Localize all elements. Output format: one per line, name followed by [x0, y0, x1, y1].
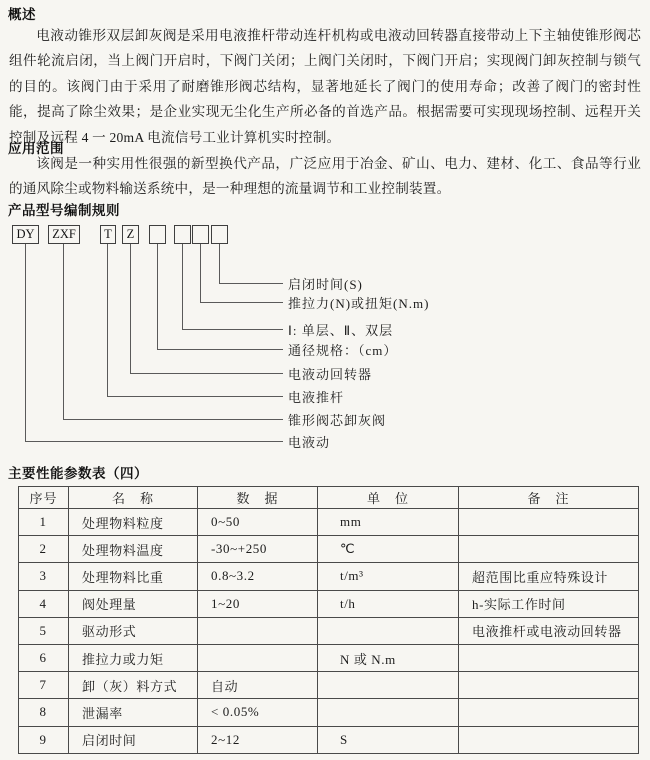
table-cell: 6 — [19, 644, 69, 671]
table-cell: 启闭时间 — [69, 726, 198, 753]
table-cell — [459, 726, 639, 753]
table-cell: 处理物料粒度 — [69, 509, 198, 536]
overview-paragraph: 电液动锥形双层卸灰阀是采用电液推杆带动连杆机构或电液动回转器直接带动上下主轴使锥形阀芯组件轮流启闭，当上阀门开启时，下阀门关闭；上阀门关闭时，下阀门开启；实现阀门卸灰控制与锁气的目的。该阀门由于采用了耐磨锥形阀芯结构，显著地延长了阀门的使用寿命；改善了阀门的密封性能，提高了除尘效果；是企业实现无尘化生产所必备的首选产品。根据需要可实现现场控制、远程开关控制及远程 4 一 20mA 电流信号工业计算机实时控制。 — [9, 28, 641, 145]
table-row — [19, 617, 639, 644]
table-row — [19, 590, 639, 617]
table-cell: 9 — [19, 726, 69, 753]
table-cell: 2~12 — [198, 726, 318, 753]
table-cell: 4 — [19, 590, 69, 617]
table-cell: 5 — [19, 617, 69, 644]
table-cell — [459, 509, 639, 536]
table-cell — [459, 672, 639, 699]
table-cell: 泄漏率 — [69, 699, 198, 726]
table-cell: mm — [318, 509, 459, 536]
table-cell: < 0.05% — [198, 699, 318, 726]
table-cell: 处理物料比重 — [69, 563, 198, 590]
table-cell: 8 — [19, 699, 69, 726]
table-cell: 2 — [19, 536, 69, 563]
section-heading-overview: 概述 — [8, 7, 36, 22]
diagram-label-electro-hydraulic: 电液动 — [288, 435, 331, 450]
table-cell: ℃ — [318, 536, 459, 563]
table-cell: 卸（灰）料方式 — [69, 672, 198, 699]
table-cell: h-实际工作时间 — [459, 590, 639, 617]
diagram-label-diameter-spec: 通径规格：（cm） — [288, 343, 398, 358]
table-cell: 处理物料温度 — [69, 536, 198, 563]
model-code-box-empty-4 — [211, 225, 228, 244]
table-cell: 超范围比重应特殊设计 — [459, 563, 639, 590]
connector-line — [25, 244, 283, 442]
diagram-label-force-torque: 推拉力(N)或扭矩(N.m) — [288, 296, 430, 311]
table-cell: t/h — [318, 590, 459, 617]
table-cell: 1~20 — [198, 590, 318, 617]
table-row — [19, 699, 639, 726]
table-cell: 3 — [19, 563, 69, 590]
table-row — [19, 672, 639, 699]
table-cell: 7 — [19, 672, 69, 699]
table-cell: 0.8~3.2 — [198, 563, 318, 590]
model-code-box-dy: DY — [12, 225, 39, 244]
table-cell — [459, 536, 639, 563]
column-header-name: 名 称 — [69, 487, 198, 509]
table-cell: S — [318, 726, 459, 753]
table-row — [19, 536, 639, 563]
diagram-label-layer-type: Ⅰ: 单层、Ⅱ、双层 — [288, 323, 394, 338]
diagram-label-rotary-actuator: 电液动回转器 — [288, 367, 373, 382]
table-cell — [318, 699, 459, 726]
table-row — [19, 563, 639, 590]
table-header-row — [19, 487, 639, 509]
table-cell: 电液推杆或电液动回转器 — [459, 617, 639, 644]
model-code-box-zxf: ZXF — [48, 225, 80, 244]
table-cell: 自动 — [198, 672, 318, 699]
table-row — [19, 726, 639, 753]
table-cell: t/m³ — [318, 563, 459, 590]
table-cell — [318, 672, 459, 699]
section-heading-application: 应用范围 — [8, 141, 64, 156]
column-header-remark: 备 注 — [459, 487, 639, 509]
diagram-label-cone-valve: 锥形阀芯卸灰阀 — [288, 413, 387, 428]
table-cell: N 或 N.m — [318, 644, 459, 671]
diagram-label-push-rod: 电液推杆 — [288, 390, 345, 405]
column-header-unit: 单 位 — [318, 487, 459, 509]
table-cell — [459, 644, 639, 671]
table-cell: -30~+250 — [198, 536, 318, 563]
model-code-diagram — [0, 225, 650, 460]
table-row — [19, 644, 639, 671]
table-cell — [198, 617, 318, 644]
column-header-data: 数 据 — [198, 487, 318, 509]
model-code-box-empty-1 — [149, 225, 166, 244]
column-header-index: 序号 — [19, 487, 69, 509]
table-cell: 1 — [19, 509, 69, 536]
section-heading-model-rules: 产品型号编制规则 — [8, 203, 120, 218]
model-code-box-z: Z — [122, 225, 139, 244]
table-cell: 0~50 — [198, 509, 318, 536]
parameters-table — [18, 486, 639, 754]
model-code-box-empty-2 — [174, 225, 191, 244]
table-cell — [318, 617, 459, 644]
table-cell: 阀处理量 — [69, 590, 198, 617]
table-cell — [459, 699, 639, 726]
diagram-label-open-close-time: 启闭时间(S) — [288, 277, 363, 292]
table-heading: 主要性能参数表（四） — [8, 466, 148, 481]
table-cell: 推拉力或力矩 — [69, 644, 198, 671]
model-code-box-t: T — [100, 225, 116, 244]
table-row — [19, 509, 639, 536]
model-code-box-empty-3 — [192, 225, 209, 244]
application-paragraph: 该阀是一种实用性很强的新型换代产品，广泛应用于冶金、矿山、电力、建材、化工、食品等行业的通风除尘或物料输送系统中，是一种理想的流量调节和工业控制装置。 — [9, 156, 641, 197]
table-cell — [198, 644, 318, 671]
table-cell: 驱动形式 — [69, 617, 198, 644]
